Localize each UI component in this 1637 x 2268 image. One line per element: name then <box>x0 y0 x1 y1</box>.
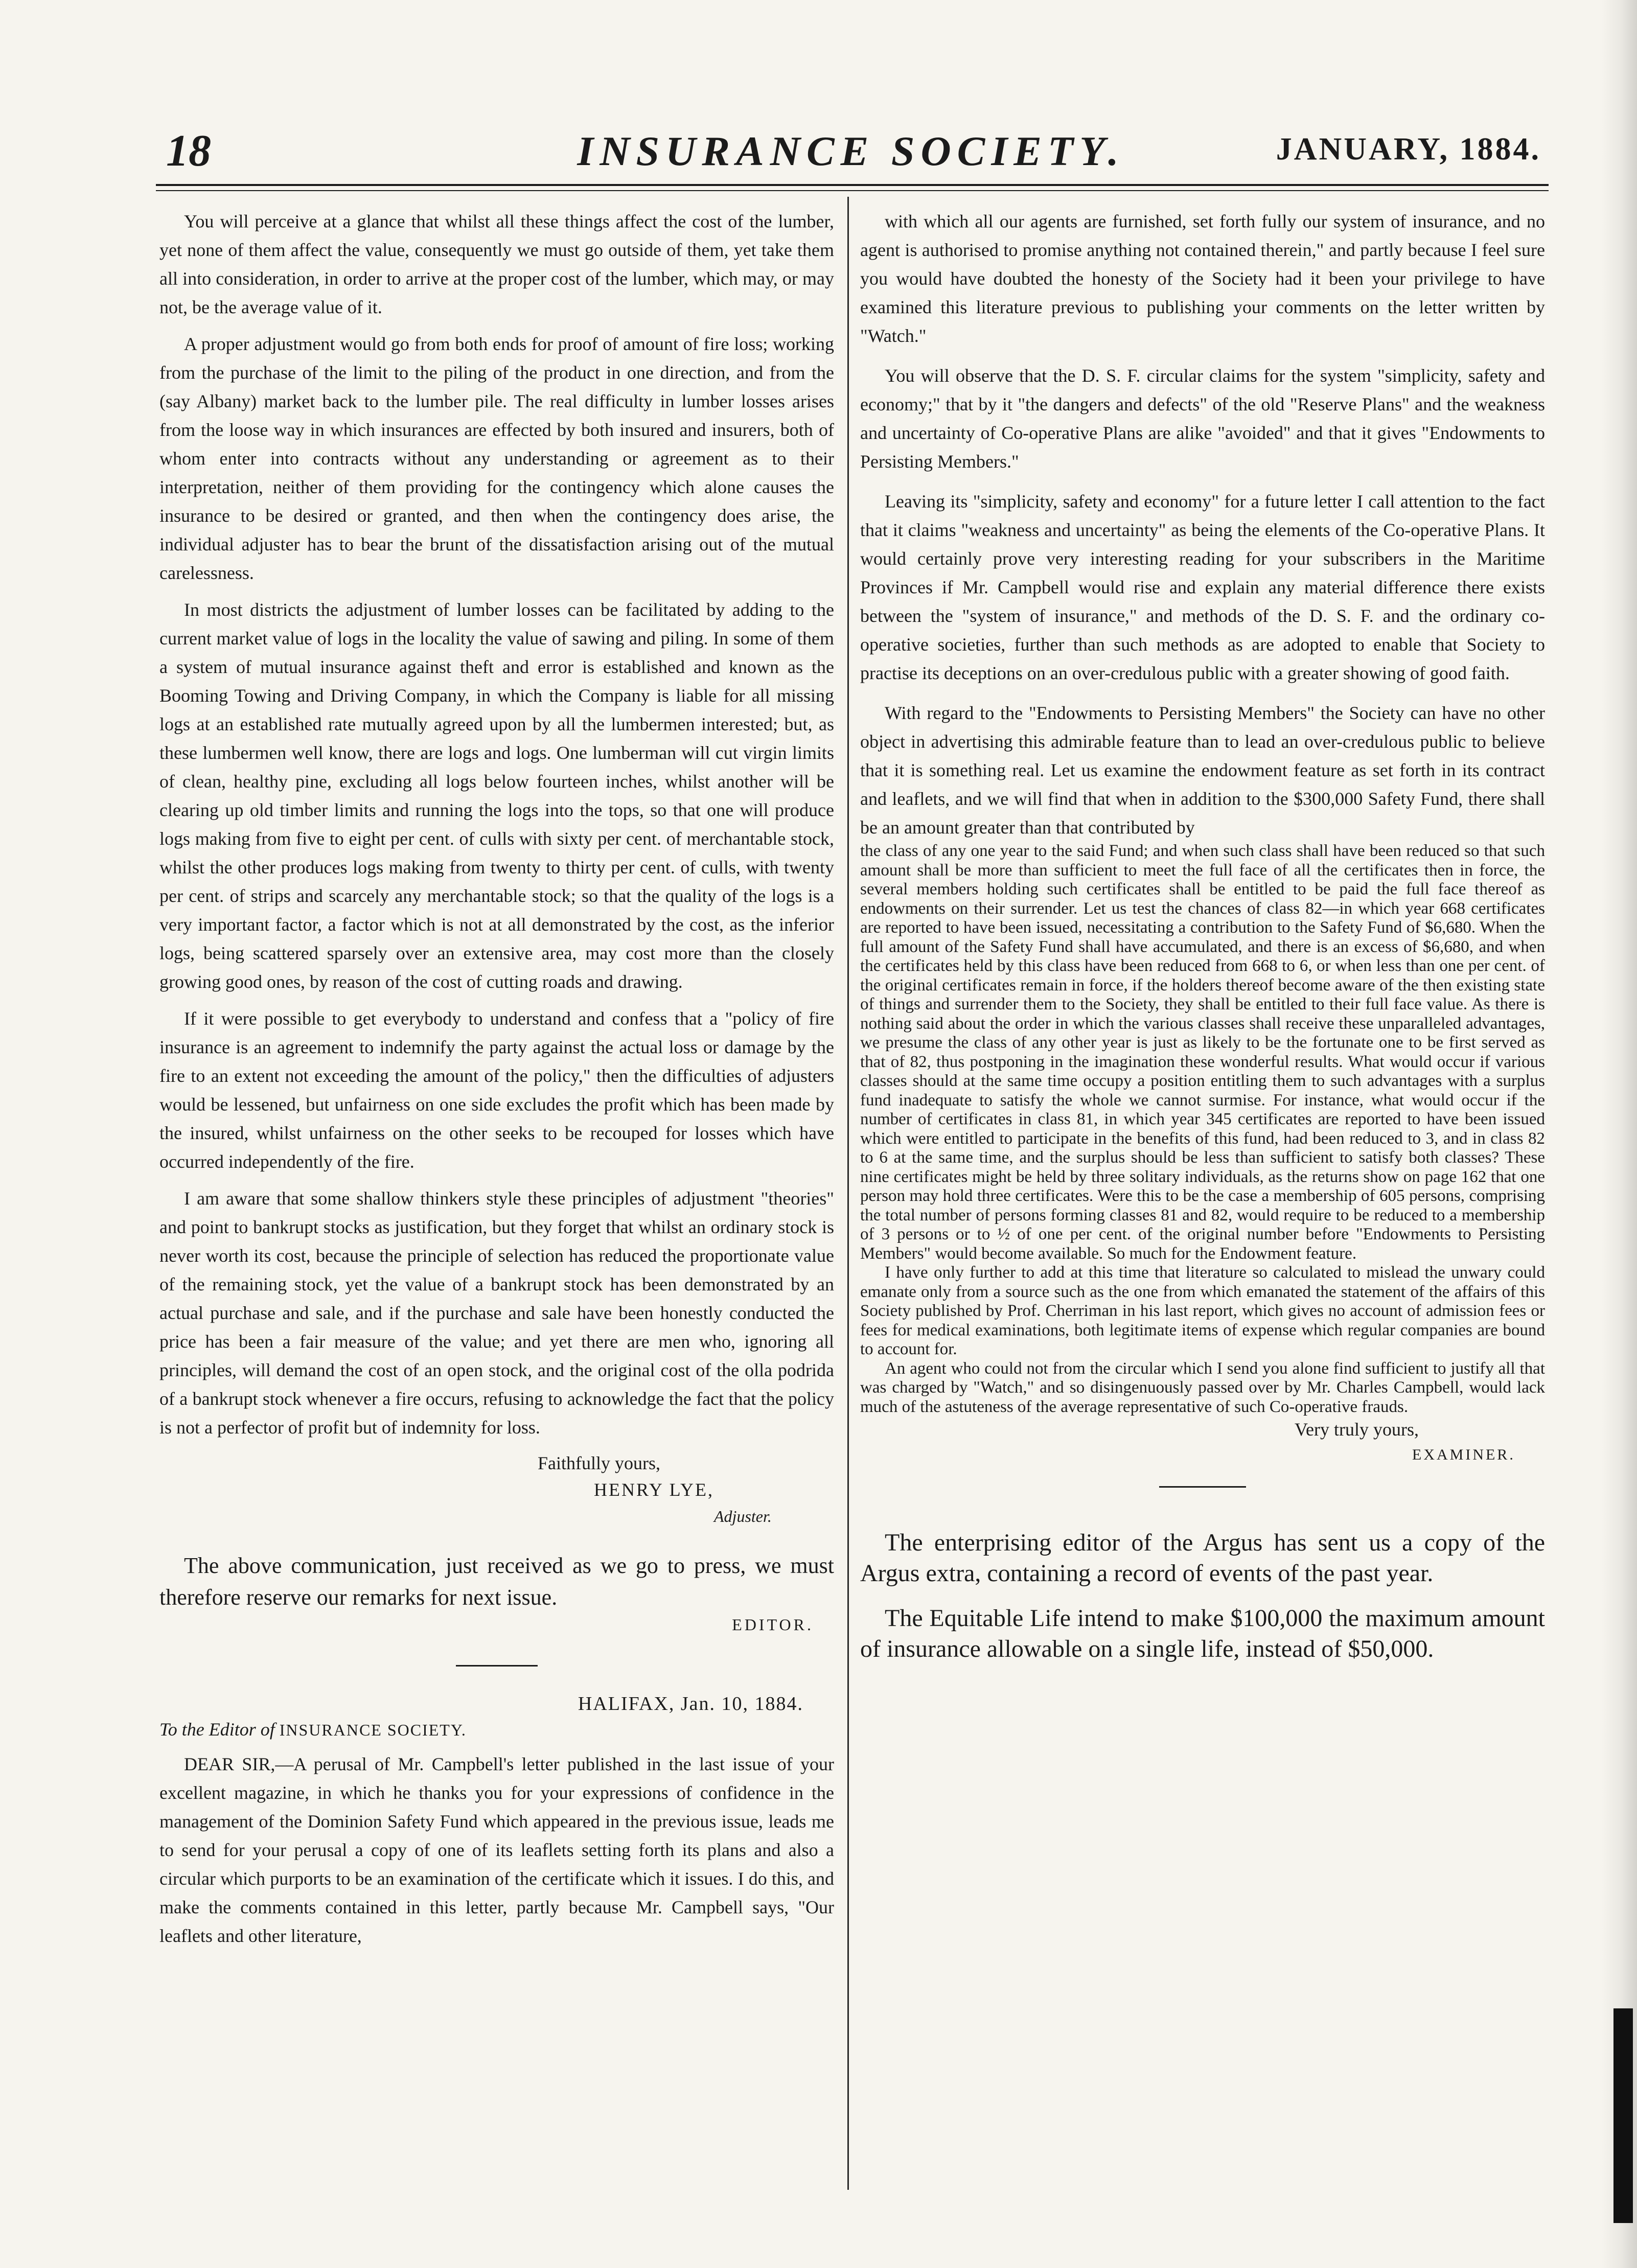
paragraph: I am aware that some shallow thinkers style these principles of adjustment "theories" and point to bankrupt stocks as justification, but they forget that whilst an ordinary stock is never worth its cost, because the principle of selection has reduced the proportionate value of the remaining stock, yet the value of a bankrupt stock has been demonstrated by an actual purchase and sale, and if the purchase and sale have been honestly conducted the price has been a fair measure of the value; and yet there are men who, ignoring all principles, will demand the cost of an open stock, and the original cost of the olla podrida of a bankrupt stock whenever a fire occurs, refusing to acknowledge the fact that the policy is not a perfector of profit but of indemnity for loss. <box>159 1188 834 1438</box>
running-title: INSURANCE SOCIETY. <box>577 128 1125 174</box>
letter-closing <box>159 1450 834 1530</box>
paragraph-small: An agent who could not from the circular which I send you alone find sufficient to justify all that was charged by "Watch," and so disingenuously passed over by Mr. Charles Campbell, would lack much of the astuteness of the average representative of such Co-operative frauds. <box>860 1359 1545 1416</box>
editor-signature: EDITOR. <box>732 1615 814 1634</box>
paragraph: If it were possible to get everybody to understand and confess that a "policy of fire insurance is an agreement to indemnify the party against the actual loss or damage by the fire to an extent not exceeding the amount of the policy," then the difficulties of adjusters would be lessened, but unfairness on one side excludes the profit which has been made by the insured, whilst unfairness on the other seeks to be recouped for losses which have occurred independently of the fire. <box>159 1008 834 1172</box>
left-column <box>159 207 834 1950</box>
column-divider <box>847 197 849 2190</box>
addressee-prefix: To the Editor of <box>159 1719 275 1740</box>
signature: HENRY LYE, <box>594 1479 714 1500</box>
news-notes <box>860 1528 1545 1664</box>
section-rule <box>456 1665 538 1667</box>
header-rule <box>156 184 1549 186</box>
letter-paragraph: DEAR SIR,—A perusal of Mr. Campbell's letter published in the last issue of your excellent magazine, in which he thanks you for your expressions of confidence in the management of the Dominion Safety Fund which appeared in the previous issue, leads me to send for your perusal a copy of one of its leaflets setting forth its plans and also a circular which purports to be an examination of the certificate which it issues. I do this, and make the comments contained in this letter, partly because Mr. Campbell says, "Our leaflets and other literature, <box>159 1754 834 1946</box>
letter-addressee <box>159 1717 834 1743</box>
scan-edge-mark <box>1613 2008 1633 2223</box>
closing-phrase: Faithfully yours, <box>538 1453 660 1473</box>
paragraph: You will observe that the D. S. F. circular claims for the system "simplicity, safety and economy;" that by it "the dangers and defects" of the old "Reserve Plans" and the weakness and uncertainty of Co-operative Plans are alike "avoided" and that it gives "Endowments to Persisting Members." <box>860 365 1545 472</box>
signature-title: Adjuster. <box>714 1507 772 1525</box>
page-header <box>161 125 1541 181</box>
letter-closing <box>860 1417 1545 1468</box>
editor-note: The above communication, just received as we go to press, we must therefore reserve our remarks for next issue. <box>159 1553 834 1610</box>
paragraph-small: the class of any one year to the said Fund; and when such class shall have been reduced so that such amount shall be more than sufficient to meet the full face of all the certificates then in force, the several members holding such certificates shall be entitled to be paid the full face thereof as endowments on their surrender. Let us test the chances of class 82—in which year 668 certificates are reported to have been issued, necessitating a contribution to the Safety Fund of $6,680. When the full amount of the Safety Fund shall have accumulated, and there is an excess of $6,680, and when the certificates held by this class have been reduced from 668 to 6, or when less than one per cent. of the original certificates remain in force, if the holders thereof become aware of the then existing state of things and surrender them to the Society, they shall be entitled to their full face value. As there is nothing said about the order in which the various classes shall receive these unparalleled advantages, we presume the class of any other year is just as likely to be the fortunate one to be first served as that of 82, thus postponing in the imagination these wonderful results. What would occur if various classes should at the same time occupy a position entitling them to such advantages with a surplus fund inadequate to satisfy the whole we cannot surmise. For instance, what would occur if the number of certificates in class 81, in which year 345 certificates are reported to have been issued which were entitled to participate in the benefits of this fund, had been reduced to 3, and in class 82 to 6 at the same time, and the surplus should be less than sufficient to satisfy both classes? These nine certificates might be held by three solitary individuals, as the returns show on page 162 that one person may hold three certificates. Were this to be the case a membership of 605 persons, comprising the total number of persons forming classes 81 and 82, would require to be reduced to a membership of 3 persons or to ½ of one per cent. of the original number before "Endowments to Persisting Members" would become available. So much for the Endowment feature. <box>860 842 1545 1263</box>
paragraph: A proper adjustment would go from both ends for proof of amount of fire loss; working from the purchase of the limit to the piling of the product in one direction, and from the (say Albany) market back to the lumber pile. The real difficulty in lumber losses arises from the loose way in which insurances are effected by both insured and insurers, both of whom enter into contracts without any understanding or agreement as to their interpretation, neither of them providing for the contingency which alone causes the insurance to be desired or granted, and then when the contingency does arise, the individual adjuster has to bear the brunt of the dissatisfaction arising out of the mutual carelessness. <box>159 334 834 583</box>
letter-dateline: HALIFAX, Jan. 10, 1884. <box>578 1693 803 1715</box>
section-rule <box>1159 1486 1246 1488</box>
paragraph: With regard to the "Endowments to Persisting Members" the Society can have no other object in advertising this admirable feature than to lead an over-credulous public to believe that it is something real. Let us examine the endowment feature as set forth in its contract and leaflets, and we will find that when in addition to the $300,000 Safety Fund, there shall be an amount greater than that contributed by <box>860 703 1545 838</box>
scan-edge-shadow <box>1601 0 1637 2268</box>
paragraph: In most districts the adjustment of lumber losses can be facilitated by adding to the current market value of logs in the locality the value of sawing and piling. In some of them a system of mutual insurance against theft and error is established and known as the Booming Towing and Driving Company, in which the Company is liable for all missing logs at an established rate mutually agreed upon by all the lumbermen interested; but, as these lumbermen well know, there are logs and logs. One lumberman will cut virgin limits of clean, healthy pine, excluding all logs below fourteen inches, whilst another will be clearing up old timber limits and running the logs into the tops, so that one will produce logs making from five to eight per cent. of culls with sixty per cent. of merchantable stock, whilst the other produces logs making from twenty to thirty per cent. of culls, with twenty per cent. of strips and scarcely any merchantable stock; so that the quality of the logs is a very important factor, a factor which is not at all demonstrated by the cost, as the inferior logs, being scattered sparsely over an extensive area, may cost more than the closely growing good ones, by reason of the cost of cutting roads and drawing. <box>159 599 834 992</box>
signature: EXAMINER. <box>1412 1446 1515 1463</box>
news-note: The enterprising editor of the Argus has sent us a copy of the Argus extra, containing a record of events of the past year. <box>860 1529 1545 1587</box>
news-note: The Equitable Life intend to make $100,000 the maximum amount of insurance allowable on a single life, instead of $50,000. <box>860 1605 1545 1662</box>
page-number: 18 <box>166 126 211 176</box>
paragraph: with which all our agents are furnished, set forth fully our system of insurance, and no agent is authorised to promise anything not contained therein," and partly because I feel sure you would have doubted the honesty of the Society had it been your privilege to have examined this literature previous to publishing your comments on the letter written by "Watch." <box>860 211 1545 346</box>
issue-date: JANUARY, 1884. <box>1276 132 1541 167</box>
right-column <box>860 207 1545 1679</box>
paragraph: Leaving its "simplicity, safety and economy" for a future letter I call attention to the fact that it claims "weakness and uncertainty" as being the elements of the Co-operative Plans. It would certainly prove very interesting reading for your subscribers in the Maritime Provinces if Mr. Campbell would rise and explain any material difference there exists between the "system of insurance," and methods of the D. S. F. and the ordinary co-operative societies, further than such methods as are adopted to enable that Society to practise its deceptions on an over-credulous public with a greater showing of good faith. <box>860 491 1545 683</box>
closing-phrase: Very truly yours, <box>1295 1419 1419 1440</box>
header-rule-thin <box>156 190 1549 191</box>
paragraph-small: I have only further to add at this time that literature so calculated to mislead the unwary could emanate only from a source such as the one from which emanated the statement of the affairs of this Society published by Prof. Cherriman in his last report, which gives no account of admission fees or fees for medical examinations, both legitimate items of expense which regular companies are bound to account for. <box>860 1263 1545 1358</box>
paragraph: You will perceive at a glance that whilst all these things affect the cost of the lumber, yet none of them affect the value, consequently we must go outside of them, yet take them all into consideration, in order to arrive at the proper cost of the lumber, which may, or may not, be the average value of it. <box>159 211 834 317</box>
addressee-name: INSURANCE SOCIETY. <box>279 1721 467 1739</box>
